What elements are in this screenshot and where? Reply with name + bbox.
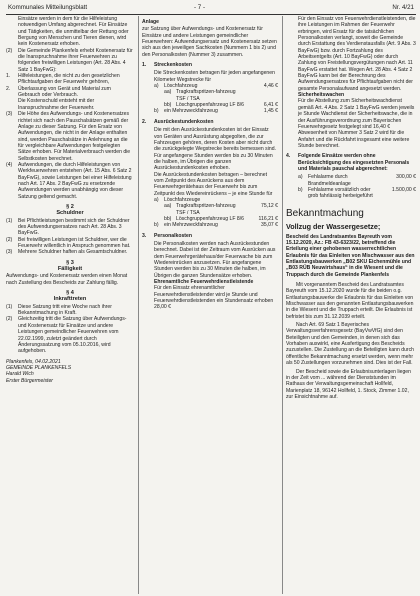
section-heading: § 3 Fälligkeit [57, 259, 83, 273]
list-item: (1) Bei Pflichtleistungen bestimmt sich der Schuldner des Aufwendungsersatzes nach Art. 28 Abs. 3 BayFwG. [6, 217, 130, 237]
list-item: 1. Hilfeleistungen, die nicht zu den gesetzlichen Pflichtaufgaben der Feuerwehr gehören, [6, 73, 120, 86]
rate-row: aa) Tragkraftspritzen-fahrzeug TSF / TSA [164, 89, 236, 102]
anlage-heading: Anlage [142, 19, 159, 25]
header-issue-number: Nr. 4/21 [392, 4, 414, 11]
paragraph: Für die Abstellung zum Sicherheitswachdienst gemäß Art. 4 Abs. 2 Satz 1 BayFwG werden jeweils je Stunde Wachdienst der Sicherheitswache, die in der Ausführungsverordnung zum Bayerischen Feuerwehrgesetz festgelegt sind 16,40 € Abwesenheit von Nummer 3 Satz 2 wird für die Anfahrt und die Rückfahrt insgesamt eine weitere Stunde berechnet. [298, 98, 415, 149]
list-item: (2) Gleichzeitig tritt die Satzung über Aufwendungs- und Kostenersatz für Einsätze und andere Leistungen gemeindlicher Feuerwehren vom 22.02.1999, zuletzt geändert durch Änderungssatzung vom 05.10.2016, wird aufgehoben. [6, 316, 127, 355]
column-middle [142, 16, 278, 311]
paragraph: Für den Einsatz ehrenamtlicher Feuerwehrdienstleistender wird je Stunde und Feuerwehrdienstleistenden ein Stundensatz erhoben 28,00 € [154, 285, 274, 311]
sign-title: Erster Bürgermeister [6, 377, 53, 384]
announcement-lead: Bescheid des Landratsamtes Bayreuth vom 15.12.2020, Az.: FB 43-6323/22, betreffend die Erteilung einer gehobenen wasserrechtlichen Erlaubnis für das Einleiten von Mischwasser aus den Entlastungsbauwerken „B02 SKU Eichenmühle und „B03 RÜB Neuwirtshaus“ in die Wiesent und die Truppach durch die Gemeinde Plankenfels [286, 233, 415, 278]
sign-place-date: Plankenfels, 04.02.2021 [6, 358, 61, 365]
header-publication: Kommunales Mitteilungsblatt [8, 4, 88, 11]
paragraph: Aufwendungs- und Kostenersatz werden einen Monat nach Zustellung des Bescheids zur Zahlung fällig. [6, 273, 128, 286]
rate-row: b) ein Mehrzweckfahrzeug 1,45 € [154, 108, 278, 115]
list-item: (3) Mehrere Schuldner haften als Gesamtschuldner. [6, 249, 128, 256]
paragraph: Die Streckenkosten betragen für jeden angefangenen Kilometer Wegstrecke für [154, 70, 275, 83]
list-item: (2) Bei freiwilligen Leistungen ist Schuldner, wer die Feuerwehr willentlich in Anspruch genommen hat. [6, 236, 131, 250]
rate-row: a) Fehlalarme durch Brandmeldeanlage 300,00 € [298, 174, 416, 187]
column-divider [282, 16, 283, 594]
rate-row: b) ein Mehrzweckfahrzeug 35,07 € [154, 222, 278, 229]
page-header [6, 2, 416, 15]
paragraph: Nach Art. 69 Satz 1 Bayerisches Verwaltungsverfahrensgesetz (BayVwVfG) sind den Beteiligten und den Gemeinden, in denen sich das Vorhaben auswirkt, eine Ausfertigung des Bescheids zuzustellen. Die Zustellung an die Beteiligten kann durch öffentliche Bekanntmachung ersetzt werden, wenn mehr als 50 Zustellungen vorzunehmen sind. Dies ist der Fall. [286, 322, 414, 367]
list-item: Die Kostenschuld entsteht mit der Inanspruchnahme der Feuerwehr. [18, 98, 95, 111]
paragraph: Einsätze werden in dem für die Hilfeleistung notwendigen Umfang abgerechnet. Für Einsätze und Tätigkeiten, die unmittelbar der Rettung oder Bergung von Menschen und Tieren dienen, wird kein Kostenersatz erhoben. [18, 16, 129, 48]
subheading: Sicherheitswachen [298, 92, 345, 99]
announcement-subtitle: Vollzug der Wassergesetze; [286, 221, 381, 231]
list-item: (1) Diese Satzung tritt eine Woche nach ihrer Bekanntmachung in Kraft. [6, 303, 112, 317]
column-right [286, 16, 416, 402]
numbered-heading: 2. Ausrückestundenkosten [142, 118, 214, 125]
section-heading: § 4 Inkrafttreten [53, 290, 87, 303]
list-item: (4) Aufwendungen, die durch Hilfeleistungen von Werkfeuerwehren entstehen (Art. 15 Abs. 6 Satz 2 BayFwG), sowie Leistungen bei einer Hilfeleistung nach Art. 17 Abs. 2 BayFwG zu ersetzende Aufwendungen werden unabhängig von dieser Satzung geltend gemacht. [6, 161, 132, 200]
rate-row: bb) Löschgruppenfahrzeug LF 8/6 116,21 € [164, 215, 278, 222]
subheading: Ehrenamtliche Feuerwehrdienstleistende [154, 279, 254, 286]
paragraph: zur Satzung über Aufwendungs- und Kostenersatz für Einsätze und andere Leistungen gemeindlicher Feuerwehren: Aufwendungsersatz und Kostenersatz setzen sich aus den jeweiligen Sachkosten (Nummern 1 bis 2) und den Personalkosten (Nummer 3) zusammen. [142, 26, 277, 58]
column-left [6, 16, 134, 384]
announcement-title: Bekanntmachung [286, 207, 364, 219]
list-item: 2. Überlassung von Gerät und Material zum Gebrauch oder Verbrauch. [6, 85, 111, 99]
header-page-number: - 7 - [194, 4, 206, 11]
paragraph: Der Bescheid sowie die Erlaubnisunterlagen liegen in der Zeit vom ... während der Dienststunden im Rathaus der Verwaltungsgemeinschaft Hollfeld, Marienplatz 18, 96142 Hollfeld, 1. Stock, Zimmer 1.02, zur Einsichtnahme auf. [286, 368, 411, 400]
rate-row: aa) Tragkraftspritzen-fahrzeug TSF / TSA 75,12 € [164, 203, 278, 216]
sign-name: Harald Wich [6, 371, 34, 378]
rate-row: a) Löschfahrzeug 4,46 € [154, 83, 278, 90]
paragraph: Die Personalkosten werden nach Ausrückestunden berechnet. Dabei ist der Zeitraum vom Ausrücken aus dem Feuerwehrgerätehaus/der Feuerwache bis zum Wiedereinrücken anzusetzen. Für angefangene Stunden werden bis zu 30 Minuten die halben, im Übrigen die ganzen Stundensätze erhoben. [154, 241, 276, 279]
list-item: (3) Die Höhe des Aufwendungs- und Kostenersatzes richtet sich nach den Pauschalsätzen gemäß der Anlage zu dieser Satzung. Für den Ersatz von Aufwendungen, die nicht in der Anlage enthalten sind, werden Pauschalsätze in Anlehnung an die für vergleichbare Aufwendungen festgelegten Sätze erhoben. Für Materialverbrauch werden die Selbstkosten berechnet. [6, 111, 131, 162]
paragraph: Die mit den Ausrückestundenkosten ist der Einsatz von Geräten und Ausrüstung abgegolten, die zur Fahrzeugen gehören, deren Kosten aber nicht durch die zurückgelegte Wegstrecke bereits bemessen sind. Für angefangene Stunden werden bis zu 30 Minuten die halben, im Übrigen die ganzen Ausrückestundenkosten erhoben. [154, 127, 276, 172]
paragraph: Die Ausrückestundenkosten betragen – berechnet vom Zeitpunkt des Ausrückens aus dem Feuerwehrgerätehaus der Feuerwehr bis zum Zeitpunkt des Wiedereinrückens – je eine Stunde für [154, 171, 273, 197]
rate-row: a) Löschfahrzeuge [154, 196, 201, 203]
numbered-heading: 3. Personalkosten [142, 232, 192, 239]
paragraph: Mit vorgenanntem Bescheid des Landratsamtes Bayreuth vom 15.12.2020 wurde für die beiden o.g. Entlastungsbauwerke die Erlaubnis für das Einleiten von Mischwasser aus den genannten Entlastungsbauwerken in die Wiesent und die Truppach erteilt. Die Erlaubnis ist befristet bis zum 31.12.2039 erteilt. [286, 282, 414, 320]
section-heading: § 2 Schuldner [56, 203, 84, 217]
sign-municipality: GEMEINDE PLANKENFELS [6, 364, 72, 371]
rate-row: bb) Löschgruppenfahrzeug LF 8/6 6,41 € [164, 102, 278, 109]
column-divider [138, 16, 139, 594]
signature-block [6, 359, 134, 384]
list-item: (2) Die Gemeinde Plankenfels erhebt Kostenersatz für die Inanspruchnahme ihrer Feuerwehren zu folgenden freiwilligen Leistungen (Art. 28 Abs. 4 Satz 1 BayFwG): [6, 47, 133, 73]
rate-row: b) Fehlalarme vorsätzlich oder grob fahrlässig herbeigeführt 1.500,00 € [298, 186, 416, 200]
newsletter-page [6, 2, 416, 594]
numbered-heading: 1. Streckenkosten [142, 62, 192, 69]
paragraph: Für den Einsatz von Feuerwehrdienstleistenden, die ihre Leistungen im Rahmen der Feuerwehr erbringen, wird Ersatz für die tatsächlichen Personalkosten verlangt, soweit die Gemeinde durch Erstattung des Verdienstausfalls (Art. 9 Abs. 3 BayFwG) bzw. durch Fortzahlung des Arbeitsentgelts (Art. 10 BayFwG) oder durch Zahlung von Freistellungsvergütungen nach Art. 11 BayFwG erstattet hat. Wegen Art. 28 Abs. 4 Satz 2 BayFwG kann bei der Berechnung des Aufwendungsersatzes für Pflichtaufgaben nicht der gesamte Personalaufwand angesetzt werden. [298, 16, 416, 92]
numbered-heading: 4. Folgende Einsätze werden ohne Berücksichtigung des eingesetzten Personals und Materials pauschal abgerechnet: [286, 153, 410, 172]
